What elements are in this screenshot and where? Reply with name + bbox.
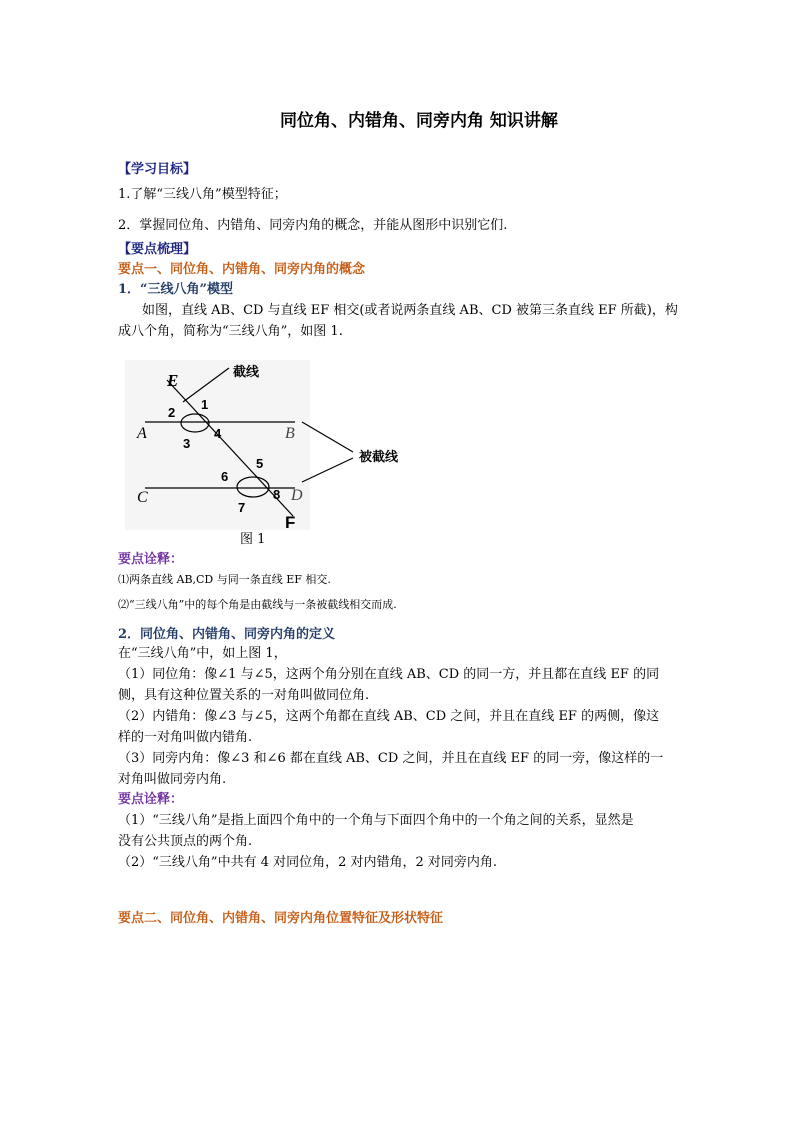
angle-1-label: 1 (201, 397, 209, 412)
note2-item-1-line1: （1）“三线八角”是指上面四个角中的一个角与下面四个角中的一个角之间的关系，显然是 (118, 813, 634, 828)
label-c: C (137, 489, 148, 506)
angle-5-label: 5 (256, 456, 264, 471)
angle-3-label: 3 (183, 436, 191, 451)
note2-heading: 要点诠释： (118, 792, 184, 807)
label-e: E (167, 371, 179, 390)
goal-item-2: 2．掌握同位角、内错角、同旁内角的概念，并能从图形中识别它们. (118, 218, 508, 233)
note1-item-1: ⑴两条直线 AB,CD 与同一条直线 EF 相交. (118, 573, 331, 586)
angle-8-label: 8 (273, 487, 281, 502)
sub2-intro: 在“三线八角”中，如上图 1， (118, 646, 287, 661)
angle-2-label: 2 (168, 405, 176, 420)
point1-paragraph-line1: 如图，直线 AB、CD 与直线 EF 相交(或者说两条直线 AB、CD 被第三条直线 EF 所截)，构 (142, 303, 678, 318)
three-lines-eight-angles-figure (125, 360, 425, 530)
note1-item-2: ⑵“三线八角”中的每个角是由截线与一条被截线相交而成. (118, 598, 397, 611)
definition-3-line2: 对角叫做同旁内角. (118, 772, 227, 787)
goal-item-1: 1.了解“三线八角”模型特征； (118, 187, 287, 202)
note1-heading: 要点诠释： (118, 552, 184, 567)
point1-paragraph-line2: 成八个角，简称为“三线八角”，如图 1. (118, 324, 343, 339)
label-a: A (137, 425, 147, 442)
point1-sub1-heading: 1．“三线八角”模型 (118, 282, 234, 297)
angle-4-label: 4 (214, 426, 222, 441)
label-d: D (291, 487, 303, 504)
definition-2-line2: 样的一对角叫做内错角. (118, 730, 253, 745)
figure-caption: 图 1 (240, 532, 266, 547)
angle-7-label: 7 (238, 500, 246, 515)
note2-item-1-line2: 没有公共顶点的两个角. (118, 834, 253, 849)
learning-goals-heading: 【学习目标】 (118, 162, 197, 177)
definition-2-line1: （2）内错角：像∠3 与∠5，这两个角都在直线 AB、CD 之间，并且在直线 EF 的两侧，像这 (118, 709, 660, 724)
key-points-heading: 【要点梳理】 (118, 242, 197, 257)
angle-6-label: 6 (221, 469, 229, 484)
page-title: 同位角、内错角、同旁内角 知识讲解 (280, 111, 558, 131)
point2-heading: 要点二、同位角、内错角、同旁内角位置特征及形状特征 (118, 911, 444, 926)
transversal-label: 截线 (233, 365, 260, 380)
point1-heading: 要点一、同位角、内错角、同旁内角的概念 (118, 262, 366, 277)
definition-3-line1: （3）同旁内角：像∠3 和∠6 都在直线 AB、CD 之间，并且在直线 EF 的同一旁，像这样的一 (118, 751, 664, 766)
label-b: B (285, 425, 295, 442)
sub2-heading: 2．同位角、内错角、同旁内角的定义 (118, 627, 336, 642)
definition-1-line1: （1）同位角：像∠1 与∠5，这两个角分别在直线 AB、CD 的同一方，并且都在直线 EF 的同 (118, 667, 660, 682)
definition-1-line2: 侧，具有这种位置关系的一对角叫做同位角. (118, 688, 370, 703)
note2-item-2: （2）“三线八角”中共有 4 对同位角，2 对内错角，2 对同旁内角. (118, 855, 498, 870)
cut-lines-label: 被截线 (359, 450, 399, 465)
label-f: F (285, 513, 296, 530)
